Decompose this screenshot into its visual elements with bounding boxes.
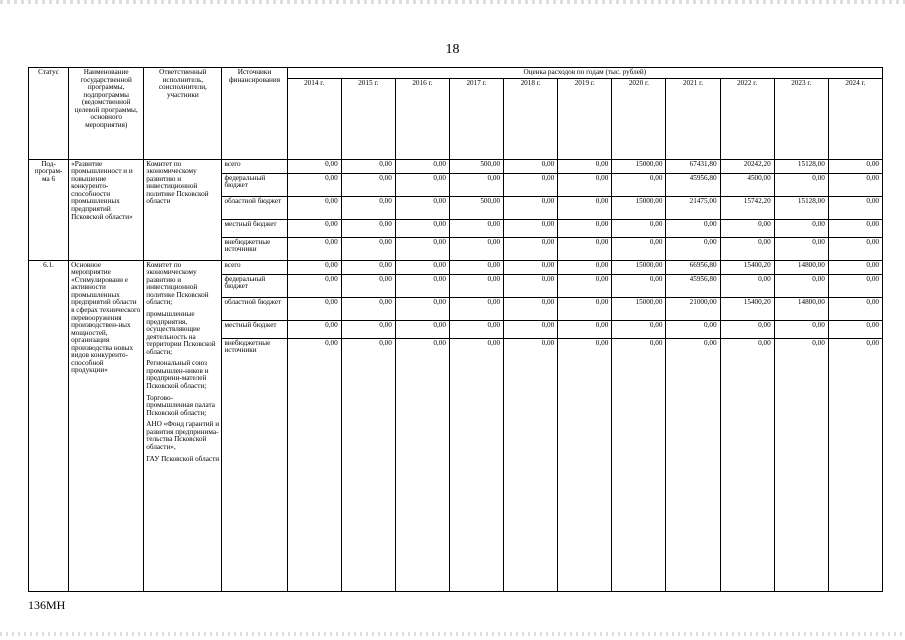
executor-entry: Комитет по экономическому развитию и инвестиционной политике Псковской области; [146,260,209,307]
value-cell: 0,00 [666,338,720,591]
value-cell: 0,00 [774,338,828,591]
value-cell: 0,00 [504,260,558,274]
value-cell: 0,00 [449,274,503,297]
status-cell: Под-програм-ма 6 [29,159,69,260]
value-cell: 21000,00 [666,297,720,320]
value-cell: 66956,80 [666,260,720,274]
value-cell: 0,00 [666,237,720,260]
value-cell: 0,00 [341,338,395,591]
value-cell: 0,00 [720,320,774,338]
value-cell: 0,00 [449,260,503,274]
value-cell: 0,00 [828,219,882,237]
value-cell: 0,00 [504,237,558,260]
executor-cell [144,159,222,260]
value-cell: 0,00 [395,297,449,320]
value-cell: 0,00 [558,219,612,237]
status-cell: 6.1. [29,260,69,591]
year-header: 2023 г. [774,78,828,159]
source-cell: областной бюджет [222,297,287,320]
source-cell: всего [222,159,287,173]
value-cell: 0,00 [504,297,558,320]
value-cell: 0,00 [828,320,882,338]
value-cell: 0,00 [828,196,882,219]
header-estimate: Оценка расходов по годам (тыс. рублей) [287,68,882,79]
value-cell: 0,00 [449,219,503,237]
value-cell: 0,00 [287,274,341,297]
value-cell: 0,00 [666,219,720,237]
value-cell: 0,00 [720,274,774,297]
value-cell: 0,00 [774,219,828,237]
value-cell: 0,00 [558,338,612,591]
source-cell: федеральный бюджет [222,173,287,196]
year-header: 2019 г. [558,78,612,159]
table-row [29,260,883,274]
value-cell: 0,00 [449,237,503,260]
value-cell: 0,00 [504,196,558,219]
header-executor: Ответственный исполнитель, соисполнители, участники [144,68,222,160]
value-cell: 0,00 [612,338,666,591]
value-cell: 15000,00 [612,297,666,320]
value-cell: 0,00 [828,260,882,274]
value-cell: 0,00 [828,173,882,196]
executor-entry: Торгово-промышленная палата Псковской области; [146,393,215,417]
value-cell: 0,00 [449,320,503,338]
value-cell: 0,00 [341,260,395,274]
value-cell: 0,00 [341,237,395,260]
value-cell: 14800,00 [774,260,828,274]
value-cell: 15000,00 [612,196,666,219]
value-cell: 0,00 [449,173,503,196]
scan-noise-top [0,0,905,4]
value-cell: 0,00 [395,159,449,173]
value-cell: 0,00 [504,219,558,237]
source-cell: местный бюджет [222,320,287,338]
value-cell: 0,00 [341,196,395,219]
value-cell: 0,00 [612,219,666,237]
value-cell: 0,00 [558,196,612,219]
value-cell: 0,00 [341,274,395,297]
value-cell: 15742,20 [720,196,774,219]
value-cell: 0,00 [341,159,395,173]
year-header: 2021 г. [666,78,720,159]
executor-entry: Комитет по экономическому развитию и инвестиционной политике Псковской области [146,159,209,206]
value-cell: 0,00 [558,237,612,260]
value-cell: 0,00 [341,320,395,338]
year-header: 2014 г. [287,78,341,159]
value-cell: 0,00 [828,338,882,591]
value-cell: 0,00 [720,237,774,260]
source-cell: внебюджетные источники [222,338,287,591]
year-header: 2018 г. [504,78,558,159]
value-cell: 0,00 [504,173,558,196]
program-name-cell: Основное мероприятие «Стимулировани е активности промышленных предприятий области в сферах технического перевооружения производствен-ных мощностей, организация производства новых видов конкуренто-способной продукции» [69,260,144,591]
value-cell: 0,00 [828,297,882,320]
value-cell: 0,00 [504,338,558,591]
value-cell: 0,00 [287,219,341,237]
executor-entry: АНО «Фонд гарантий и развития предпринима-тельства Псковской области», [146,420,220,451]
value-cell: 0,00 [774,274,828,297]
value-cell: 0,00 [395,260,449,274]
footer-code: 136МН [28,598,66,612]
value-cell: 0,00 [395,338,449,591]
value-cell: 0,00 [828,237,882,260]
value-cell: 0,00 [287,237,341,260]
value-cell: 15000,00 [612,260,666,274]
value-cell: 0,00 [558,297,612,320]
executor-entry: Региональный союз промышлен-ников и предприни-мателей Псковской области; [146,359,209,390]
year-header: 2016 г. [395,78,449,159]
value-cell: 15400,20 [720,260,774,274]
source-cell: внебюджетные источники [222,237,287,260]
value-cell: 15400,20 [720,297,774,320]
value-cell: 14800,00 [774,297,828,320]
value-cell: 0,00 [612,237,666,260]
value-cell: 0,00 [341,297,395,320]
value-cell: 0,00 [395,173,449,196]
value-cell: 0,00 [720,219,774,237]
value-cell: 45956,80 [666,274,720,297]
value-cell: 0,00 [287,159,341,173]
source-cell: федеральный бюджет [222,274,287,297]
value-cell: 15128,00 [774,196,828,219]
value-cell: 0,00 [828,159,882,173]
header-name: Наименование государственной программы, подпрограммы (ведомственной целевой программы, основного мероприятия) [69,68,144,160]
scan-noise-bottom [0,632,905,636]
value-cell: 0,00 [558,173,612,196]
executor-cell [144,260,222,591]
table-body [29,159,883,591]
value-cell: 0,00 [558,274,612,297]
year-header: 2020 г. [612,78,666,159]
value-cell: 0,00 [504,320,558,338]
value-cell: 45956,80 [666,173,720,196]
value-cell: 0,00 [612,173,666,196]
year-header: 2017 г. [449,78,503,159]
value-cell: 0,00 [774,237,828,260]
value-cell: 0,00 [504,159,558,173]
source-cell: областной бюджет [222,196,287,219]
value-cell: 15000,00 [612,159,666,173]
value-cell: 0,00 [666,320,720,338]
value-cell: 0,00 [287,196,341,219]
value-cell: 0,00 [774,173,828,196]
executor-entry: промышленные предприятия, осуществляющие деятельность на территории Псковской области; [146,309,216,356]
value-cell: 0,00 [395,320,449,338]
year-header: 2015 г. [341,78,395,159]
expenses-table [28,67,883,592]
value-cell: 0,00 [720,338,774,591]
value-cell: 0,00 [558,320,612,338]
table-row [29,159,883,173]
source-cell: всего [222,260,287,274]
value-cell: 500,00 [449,196,503,219]
header-status: Статус [29,68,69,160]
value-cell: 0,00 [828,274,882,297]
value-cell: 67431,80 [666,159,720,173]
value-cell: 500,00 [449,159,503,173]
value-cell: 0,00 [449,297,503,320]
value-cell: 0,00 [341,173,395,196]
value-cell: 20242,20 [720,159,774,173]
value-cell: 0,00 [287,260,341,274]
value-cell: 15128,00 [774,159,828,173]
value-cell: 0,00 [395,237,449,260]
value-cell: 21475,00 [666,196,720,219]
value-cell: 0,00 [395,219,449,237]
value-cell: 0,00 [287,338,341,591]
program-name-cell: «Развитие промышленност и и повышение конкуренто-способности промышленных предприятий Псковской области» [69,159,144,260]
value-cell: 0,00 [558,159,612,173]
value-cell: 0,00 [395,274,449,297]
value-cell: 4500,00 [720,173,774,196]
value-cell: 0,00 [504,274,558,297]
value-cell: 0,00 [612,320,666,338]
value-cell: 0,00 [449,338,503,591]
value-cell: 0,00 [612,274,666,297]
value-cell: 0,00 [774,320,828,338]
value-cell: 0,00 [341,219,395,237]
page-number: 18 [445,42,460,57]
value-cell: 0,00 [287,320,341,338]
source-cell: местный бюджет [222,219,287,237]
year-header: 2024 г. [828,78,882,159]
value-cell: 0,00 [395,196,449,219]
year-header: 2022 г. [720,78,774,159]
value-cell: 0,00 [287,173,341,196]
value-cell: 0,00 [287,297,341,320]
executor-entry: ГАУ Псковской области [146,454,220,463]
header-sources: Источники финансирования [222,68,287,160]
value-cell: 0,00 [558,260,612,274]
